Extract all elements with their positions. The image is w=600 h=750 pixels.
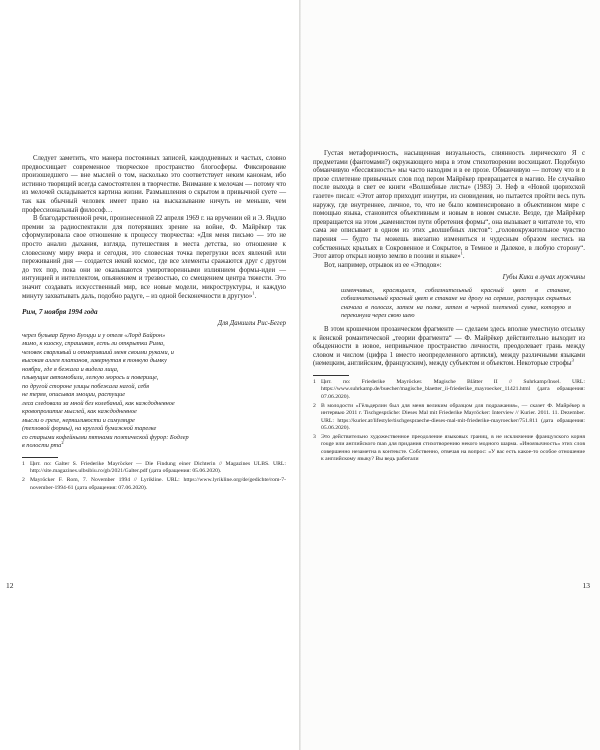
footnote-text: В молодости «Гёльдерлин был для меня великим образцом для подражания», — сказет Ф. Майрёкер в интервью 2011 г. Tischgespräche: Dieses Mal mit Friederike Mayröcker: Interview // Kurier. 2011. 11. Dezember. URL: https://kurier.at/lifestyle/tischgespraeche-dieses-mal-mit-friederike-mayroecker/751.811 (дата обращения: 05.06.2020). [321, 402, 585, 431]
footnote-rule [22, 457, 58, 458]
page-number-right: 13 [582, 581, 590, 590]
left-paragraph-2-text: В благодарственной речи, произнесенной 22 апреля 1969 г. на вручении ей и Э. Яндлю премии за радиоспектакли для потерявших зрение на войне, Ф. Майрёкер так сформулировала свое отношение к процессу творчества: «Для меня письмо — это не просто анализ дыхания, взгляда, путешествия в места детства, но отношение к словесному миру вчера и сегодня, это словесная точка перегрузки всех явлений или переживаний дня — создается некий космос, где все элементы сражаются друг с другом до тех пор, пока они не оказываются умиротворенными излиянием формы-идеи — интуицией и интеллектом, опьянением и трезвостью, со смещением центра тяжести. Это значит создавать искусственный мир, все новые модели, микроструктуры, и каждую минуту захватывать даль, подобно радуге, – из одной бесконечности в другую» [22, 215, 286, 300]
poem-dedication: Для Даниилы Рис-Бегер [217, 320, 286, 328]
right-paragraph-1-text: Густая метафоричность, насыщенная визуальность, слиянность лирического Я с предметами (фантомами?) окружающего мира в этом стихотворении восхищают. Подобную обманчивую «бессвязность» мы часто находим и в ее прозе. Обманчивую — потому что и в прозе сплетение привычных слов под пером Майрёкер превращается в магию. Не случайно после выхода в свет ее книги «Волшебные листы» (1983) Э. Неф в «Новой цюрихской газете» писал: «Этот автор приходит изнутри, из сновидения, но пытается пройти весь путь наружу, где внутреннее, личное, то, что не было компенсировано в объективном мире с помощью языка, становится объективным и новым в новом смысле. Везде, где Майрёкер превращается на этом „каменистом пути обретения формы“, она вызывает в читателе то, что сама же описывает в одном из этих „волшебных листов“: „головокружительное чувство парения — будто ты можешь внезапно измениться и чудесным образом нестись на собственных крыльях в Сокровенное и Сокрытое, в Темное и Далекое, в любую сторону“. Этот автор открыл новую землю в поэзии и языке» [313, 150, 585, 261]
poem-line: плывущие автомобили, легкую морось и поверище, [22, 374, 159, 382]
footnote-ref-2: 2 [61, 440, 64, 446]
right-paragraph-3-text: В этом крошечном прозаическом фрагменте — сделаем здесь вполне уместную отсылку к йенской романтической „теории фрагмента“ — Ф. Майрёкер действительно выходит из обыденности в новое, непривычное пространство личности, преодолевает грань между словом и числом (цифра 1 вместо неопределенного артикля), между различными языками (немецким, английским, французским), между субъектом и объектом. Некоторые строфы [313, 326, 585, 368]
right-page [301, 0, 600, 750]
poem-line: леса следовали за мной без колебаний, как каждодневное [22, 399, 175, 407]
poem-line: человек сварливый и отмеривший меня своими руками, и [22, 348, 174, 356]
poem-line: высокая аллея платанов, завернутая в тонкую дымку [22, 357, 167, 365]
quote-epigraph: Губы Кики в лучах мужчины [502, 274, 585, 282]
right-paragraph-1: Густая метафоричность, насыщенная визуальность, слиянность лирического Я с предметами (фантомами?) окружающего мира в этом стихотворении восхищают. Подобную обманчивую «бессвязность» мы часто находим и в ее прозе. Обманчивую — потому что и в прозе сплетение привычных слов под пером Майрёкер превращается в магию. Не случайно после выхода в свет ее книги «Волшебные листы» (1983) Э. Неф в «Новой цюрихской газете» писал: «Этот автор приходит изнутри, из сновидения, но пытается пройти весь путь наружу, где внутреннее, личное, то, что не было компенсировано в объективном мире с помощью языка, становится объективным и новым в новом смысле. Везде, где Майрёкер превращается на этом „каменистом пути обретения формы“, она вызывает в читателе то, что сама же описывает в одном из этих „волшебных листов“: „головокружительное чувство парения — будто ты можешь внезапно измениться и чудесным образом нестись на собственных крыльях в Сокровенное и Сокрытое, в Темное и Далекое, в любую сторону“. Этот автор открыл новую землю в поэзии и языке»$^1$. [313, 150, 585, 261]
footnote [313, 379, 585, 401]
poem-line: со старыми кофейными пятнами поэтической фурор: Бодлер [22, 433, 189, 441]
left-text-column [22, 155, 286, 494]
poem [22, 332, 286, 451]
left-paragraph-1: Следует заметить, что манера постоянных записей, каждодневных и частых, словно предвосхищает современное творческое пространство блогосферы. Фиксирование произошедшего — вне мыслей о том, насколько это соответствует неким канонам, ибо истинно творящий всегда самостоятелен в творчестве. Внимание к мелочам — потому что из мелочей складывается картина жизни. Размышления о скрытом в привычной суете — так как обычный человек имеет право на высказывание ничуть не меньше, чем профессиональный философ… [22, 155, 286, 214]
poem-line: мысли о грехе, неряшливости и симуляцре [22, 416, 135, 424]
footnote-text: Цит. по: Galter S. Friederike Mayröcker — Die Findung einer Dichterin // Magazines ULBS. URL: http://site.magazines.ulbsibiu.ro/gb/2021/Galter.pdf (дата обращения: 05.06.2020). [30, 460, 286, 474]
poem-last-line: в полости рта [22, 442, 62, 450]
footnote-number: 2 [22, 477, 25, 484]
footnote [313, 434, 585, 463]
poem-line: мимо, к киоску, спрашивая, есть ли открытки Рима, [22, 340, 165, 348]
footnote-ref-1: 1 [252, 290, 255, 296]
poem-date-heading: Рим, 7 ноября 1994 года [22, 308, 98, 317]
footnote [313, 403, 585, 432]
left-page [0, 0, 299, 750]
footnote-text: Mayröcker F. Rom, 7. November 1994 // Lyrikline. URL: https://www.lyrikline.org/de/gedichte/rom-7-november-1994-61 (дата обращения: 07.06.2020). [30, 477, 286, 491]
footnote-number: 3 [313, 434, 316, 441]
footnote-rule [313, 375, 349, 376]
right-paragraph-2: Вот, например, отрывок из ее «Этюдов»: [324, 261, 442, 269]
poem-line: не теряя, описывая эмоции, растущие [22, 391, 126, 399]
footnote-ref-3: 3 [571, 358, 574, 364]
poem-line: через бульвар Бруно Буоцци и у отеля «Лорд Байрон» [22, 331, 166, 339]
poem-line: ноябри, где я бежала и видела лица, [22, 365, 119, 373]
footnote-text: Цит. по: Friederike Mayröcker. Magische Blätter II // Suhrkamp/Insel. URL: https://www.suhrkamp.de/buecher/magische_blaetter_ii-friederike_mayroecker_11421.html (дата обращения: 07.06.2020). [321, 379, 585, 400]
footnote-number: 1 [313, 379, 316, 386]
poem-line: (тепловой формы), на круглой бумажной тарелке [22, 425, 157, 433]
left-paragraph-2: В благодарственной речи, произнесенной 22 апреля 1969 г. на вручении ей и Э. Яндлю премии за радиоспектакли для потерявших зрение на войне, Ф. Майрёкер так сформулировала свое отношение к процессу творчества: «Для меня письмо — это не просто анализ дыхания, взгляда, путешествия в места детства, но отношение к словесному миру вчера и сегодня, это словесная точка перегрузки всех явлений или переживаний дня — создается некий космос, где все элементы сражаются друг с другом до тех пор, пока они не оказываются умиротворенными излиянием формы-идеи — интуицией и интеллектом, опьянением и трезвостью, со смещением центра тяжести. Это значит создавать искусственный мир, все новые модели, микроструктуры, и каждую минуту захватывать даль, подобно радуге, – из одной бесконечности в другую»$^1$. [22, 215, 286, 300]
right-text-column [313, 150, 585, 465]
right-paragraph-3 [313, 326, 585, 369]
footnote [22, 461, 286, 476]
footnote-text: Это действительно художественное преодоление языковых границ, в не исключение французского корня rouge или английского man для придания стихотворению некого модного шарма. «Иноязычность» этих слов совершенно незаметна в контексте. Собственно, отвечая на вопрос: «У вас есть какое-то особое отношение к английскому языку? Вы ведь работали [321, 434, 585, 463]
footnote-ref-1: 1 [460, 250, 463, 256]
footnote [22, 477, 286, 492]
poem-line: кровопролитие мыслей, как каждодневное [22, 408, 137, 416]
quote-block: изменчивых, красящиеся, соблазнительный красный цвет в стакане, соблазнительный красный цвет в стакане на дрогу на сервизе, растущих скрытых сначала в полосах, затем на полке, затем в черной плетеной сумке, которую я перекинула через свою шею [341, 286, 571, 319]
footnote-number: 2 [313, 402, 316, 409]
poem-line [22, 442, 286, 451]
poem-line: по другой стороне улицы побежала нагой, себя [22, 382, 150, 390]
footnote-number: 1 [22, 460, 25, 467]
page-number-left: 12 [6, 581, 14, 590]
